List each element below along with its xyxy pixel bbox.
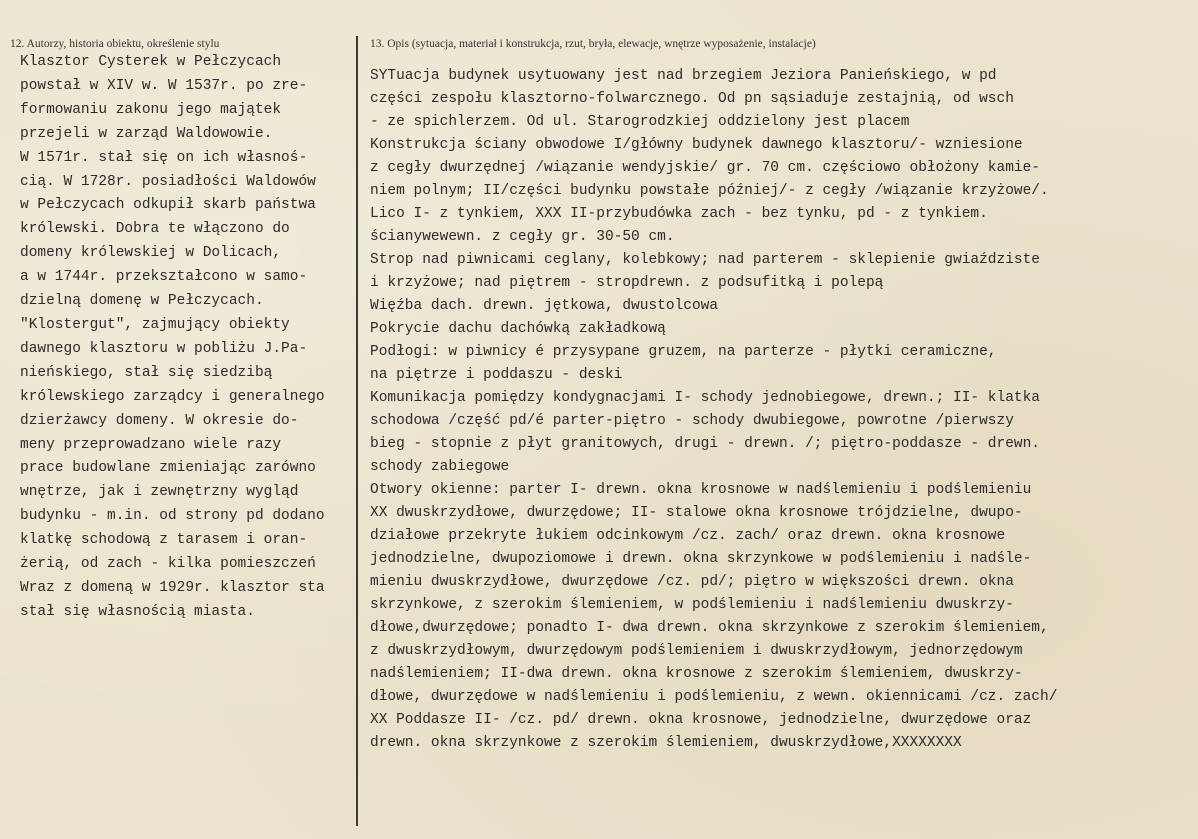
history-text-line: wnętrze, jak i zewnętrzny wygląd: [20, 484, 299, 501]
description-text-line: Więźba dach. drewn. jętkowa, dwustolcowa: [370, 298, 719, 314]
description-text-line: Otwory okienne: parter I- drewn. okna krosnowe w nadślemieniu i podślemieniu: [370, 482, 1032, 498]
description-text-line: dłowe,dwurzędowe; ponadto I- dwa drewn. okna skrzynkowe z szerokim ślemieniem,: [370, 620, 1049, 636]
history-text-line: klatkę schodową z tarasem i oran-: [20, 532, 308, 549]
description-text-line: dłowe, dwurzędowe w nadślemieniu i podślemieniu, z wewn. okiennicami /cz. zach/: [370, 689, 1058, 705]
history-text-line: królewskiego zarządcy i generalnego: [20, 388, 325, 405]
description-text-line: Konstrukcja ściany obwodowe I/główny budynek dawnego klasztoru/- wzniesione: [370, 137, 1023, 153]
history-text-line: dawnego klasztoru w pobliżu J.Pa-: [20, 340, 308, 357]
description-text-line: z cegły dwurzędnej /wiązanie wendyjskie/ gr. 70 cm. częściowo obłożony kamie-: [370, 160, 1041, 176]
history-text-line: cią. W 1728r. posiadłości Waldowów: [20, 173, 316, 190]
history-text-line: przejeli w zarząd Waldowowie.: [20, 125, 273, 142]
description-text-line: i krzyżowe; nad piętrem - stropdrewn. z podsufitką i polepą: [370, 275, 884, 291]
history-text-line: dzierżawcy domeny. W okresie do-: [20, 412, 299, 429]
description-text-line: Strop nad piwnicami ceglany, kolebkowy; nad parterem - sklepienie gwiaździste: [370, 252, 1041, 268]
history-text-line: stał się własnością miasta.: [20, 603, 255, 620]
history-text-line: nieńskiego, stał się siedzibą: [20, 364, 273, 381]
history-text-line: meny przeprowadzano wiele razy: [20, 436, 282, 453]
description-text-line: skrzynkowe, z szerokim ślemieniem, w podślemieniu i nadślemieniu dwuskrzy-: [370, 597, 1014, 613]
description-text-line: - ze spichlerzem. Od ul. Starogrodzkiej oddzielony jest placem: [370, 114, 910, 130]
description-text-line: XX dwuskrzydłowe, dwurzędowe; II- stalowe okna krosnowe trójdzielne, dwupo-: [370, 505, 1023, 521]
history-text-line: budynku - m.in. od strony pd dodano: [20, 508, 325, 525]
description-text-line: mieniu dwuskrzydłowe, dwurzędowe /cz. pd/; piętro w większości drewn. okna: [370, 574, 1014, 590]
description-text-line: Podłogi: w piwnicy é przysypane gruzem, na parterze - płytki ceramiczne,: [370, 344, 997, 360]
description-text-line: Lico I- z tynkiem, XXX II-przybudówka zach - bez tynku, pd - z tynkiem.: [370, 206, 988, 222]
history-text-line: królewski. Dobra te włączono do: [20, 221, 290, 238]
history-text-column: [20, 51, 325, 625]
description-text-line: z dwuskrzydłowym, dwurzędowym podślemieniem i dwuskrzydłowym, jednorzędowym: [370, 643, 1023, 659]
description-text-line: drewn. okna skrzynkowe z szerokim ślemieniem, dwuskrzydłowe,XXXXXXXX: [370, 735, 962, 751]
history-text-line: żerią, od zach - kilka pomieszczeń: [20, 556, 316, 573]
history-text-line: "Klostergut", zajmujący obiekty: [20, 316, 290, 333]
history-text-line: prace budowlane zmieniając zarówno: [20, 460, 316, 477]
history-text-line: dzielną domenę w Pełczycach.: [20, 293, 264, 310]
history-text-line: Klasztor Cysterek w Pełczycach: [20, 54, 282, 70]
history-text-line: W 1571r. stał się on ich własnoś-: [20, 149, 308, 166]
description-text-line: Komunikacja pomiędzy kondygnacjami I- schody jednobiegowe, drewn.; II- klatka: [370, 390, 1041, 406]
description-text-line: bieg - stopnie z płyt granitowych, drugi - drewn. /; piętro-poddasze - drewn.: [370, 436, 1041, 452]
description-text-line: schodowa /część pd/é parter-piętro - schody dwubiegowe, powrotne /pierwszy: [370, 413, 1014, 429]
description-text-line: ścianywewewn. z cegły gr. 30-50 cm.: [370, 229, 675, 245]
description-text-column: [370, 65, 1057, 755]
description-text-line: nadślemieniem; II-dwa drewn. okna krosnowe z szerokim ślemieniem, dwuskrzy-: [370, 666, 1023, 682]
description-text-line: części zespołu klasztorno-folwarcznego. Od pn sąsiaduje zestajnią, od wsch: [370, 91, 1014, 107]
description-text-line: niem polnym; II/części budynku powstałe później/- z cegły /wiązanie krzyżowe/.: [370, 183, 1049, 199]
description-text-line: SYTuacja budynek usytuowany jest nad brzegiem Jeziora Panieńskiego, w pd: [370, 68, 997, 84]
history-text-line: a w 1744r. przekształcono w samo-: [20, 269, 308, 286]
history-text-line: powstał w XIV w. W 1537r. po zre-: [20, 77, 308, 94]
description-text-line: działowe przekryte łukiem odcinkowym /cz. zach/ oraz drewn. okna krosnowe: [370, 528, 1006, 544]
header-description: 13. Opis (sytuacja, materiał i konstrukcja, rzut, bryła, elewacje, wnętrze wyposażenie, instalacje): [370, 38, 816, 50]
column-divider: [356, 36, 358, 826]
history-text-line: formowaniu zakonu jego majątek: [20, 101, 282, 118]
history-text-line: w Pełczycach odkupił skarb państwa: [20, 197, 316, 214]
header-authors-history: 12. Autorzy, historia obiektu, określenie stylu: [10, 38, 220, 50]
description-text-line: Pokrycie dachu dachówką zakładkową: [370, 321, 666, 337]
description-text-line: schody zabiegowe: [370, 459, 510, 475]
description-text-line: na piętrze i poddaszu - deski: [370, 367, 623, 383]
history-text-line: domeny królewskiej w Dolicach,: [20, 245, 282, 262]
history-text-line: Wraz z domeną w 1929r. klasztor sta: [20, 579, 325, 596]
description-text-line: jednodzielne, dwupoziomowe i drewn. okna skrzynkowe w podślemieniu i nadśle-: [370, 551, 1032, 567]
description-text-line: XX Poddasze II- /cz. pd/ drewn. okna krosnowe, jednodzielne, dwurzędowe oraz: [370, 712, 1032, 728]
